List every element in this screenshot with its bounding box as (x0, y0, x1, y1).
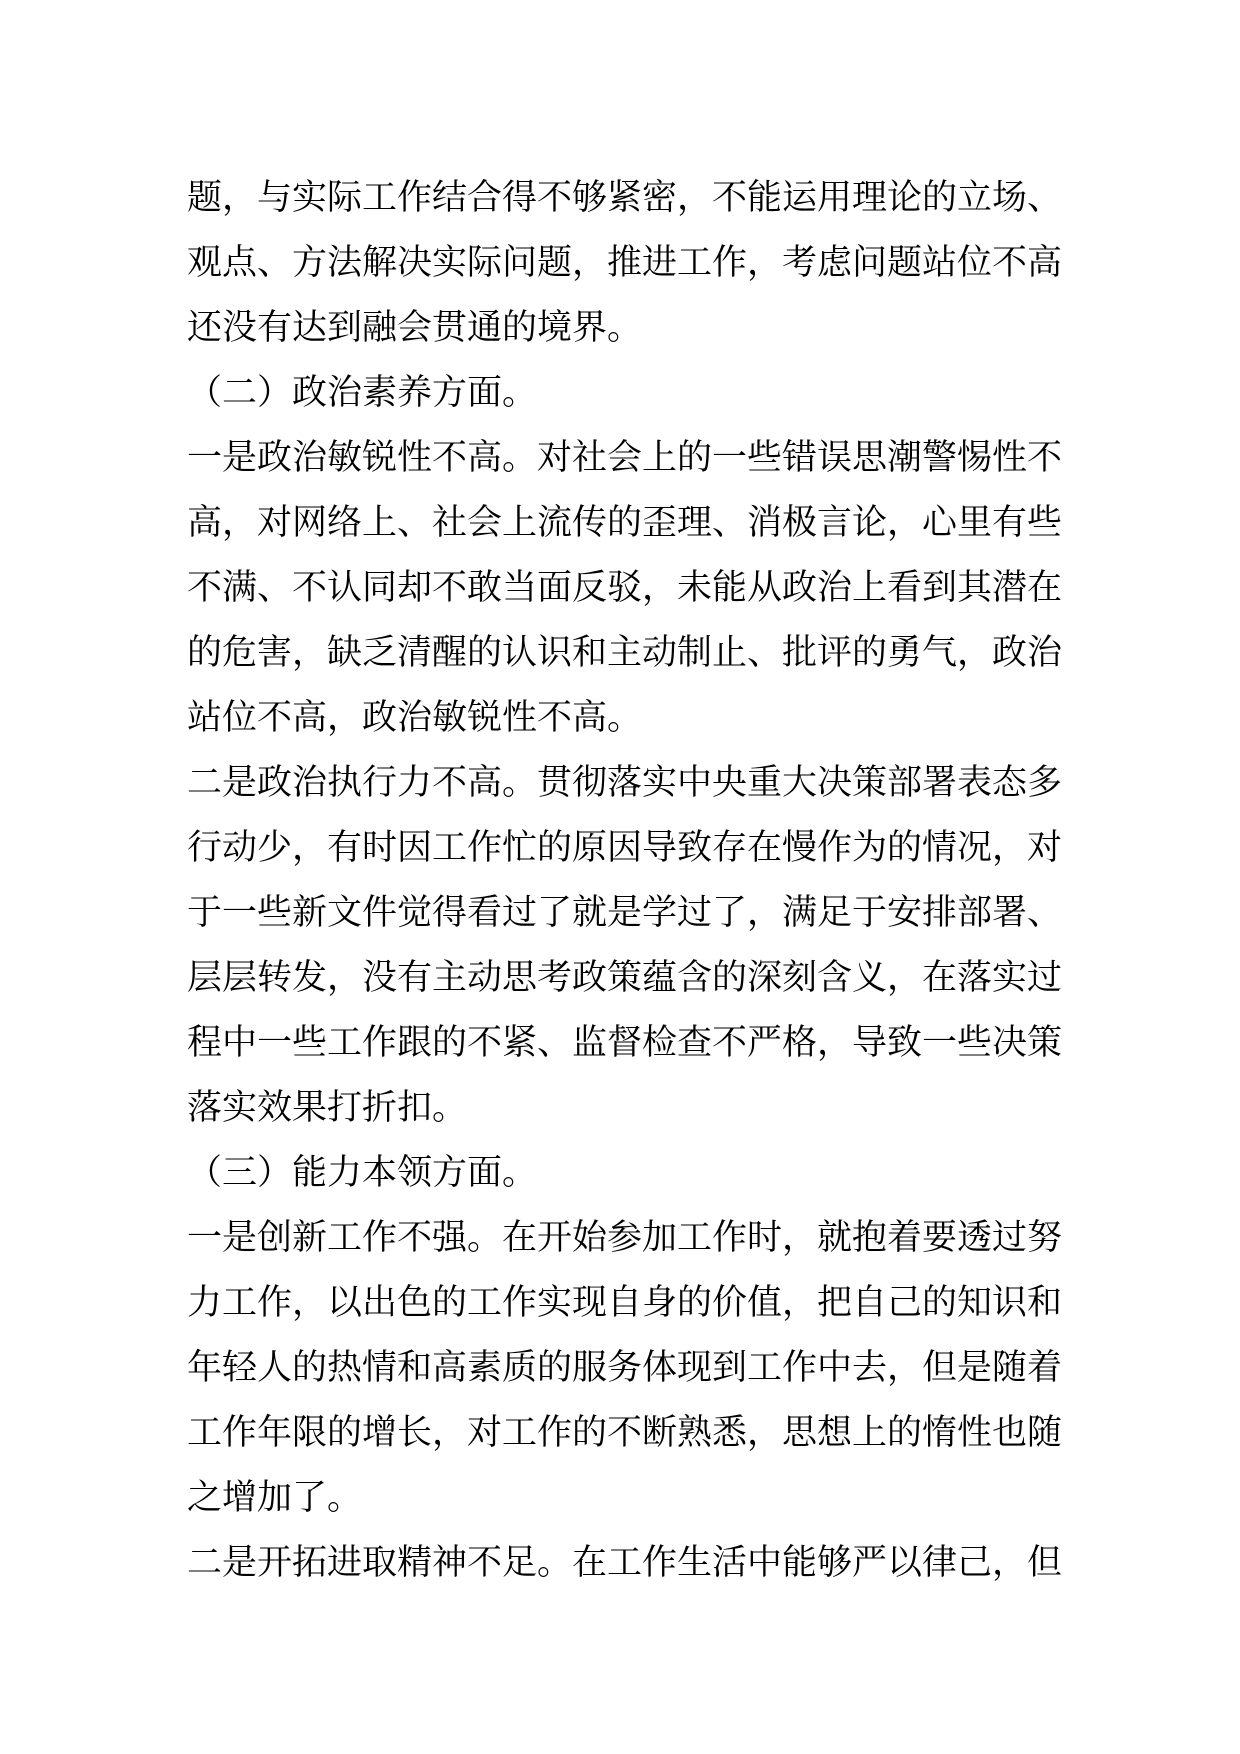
document-body (187, 166, 1063, 1596)
text-line: 还没有达到融会贯通的境界。 (187, 308, 643, 348)
text-line: 之增加了。 (187, 1478, 363, 1518)
heading-line: （三）能力本领方面。 (187, 1153, 538, 1193)
text-line: 的危害，缺乏清醒的认识和主动制止、批评的勇气，政治 (187, 633, 1063, 673)
text-line: 站位不高，政治敏锐性不高。 (187, 698, 643, 738)
paragraph-political-execution (187, 751, 1063, 1141)
text-line: 一是创新工作不强。在开始参加工作时，就抱着要透过努 (187, 1218, 1063, 1258)
section-heading-ability (187, 1141, 1057, 1206)
text-line: 一是政治敏锐性不高。对社会上的一些错误思潮警惕性不 (187, 438, 1063, 478)
text-line: 高，对网络上、社会上流传的歪理、消极言论，心里有些 (187, 503, 1063, 543)
paragraph-innovation (187, 1206, 1063, 1531)
text-line: 年轻人的热情和高素质的服务体现到工作中去，但是随着 (187, 1348, 1063, 1388)
text-line: 观点、方法解决实际问题，推进工作，考虑问题站位不高 (187, 243, 1063, 283)
paragraph-continuation (187, 166, 1063, 361)
text-line: 题，与实际工作结合得不够紧密，不能运用理论的立场、 (187, 178, 1063, 218)
text-line: 行动少，有时因工作忙的原因导致存在慢作为的情况，对 (187, 828, 1063, 868)
text-line: 程中一些工作跟的不紧、监督检查不严格，导致一些决策 (187, 1023, 1063, 1063)
paragraph-political-sensitivity (187, 426, 1063, 751)
text-line: 层层转发，没有主动思考政策蕴含的深刻含义，在落实过 (187, 958, 1063, 998)
text-line: 落实效果打折扣。 (187, 1088, 468, 1128)
section-heading-political-literacy (187, 361, 1057, 426)
text-line: 二是政治执行力不高。贯彻落实中央重大决策部署表态多 (187, 763, 1063, 803)
paragraph-pioneering-spirit (187, 1531, 1063, 1596)
text-line: 力工作，以出色的工作实现自身的价值，把自己的知识和 (187, 1283, 1063, 1323)
text-line: 于一些新文件觉得看过了就是学过了，满足于安排部署、 (187, 893, 1063, 933)
text-line: 工作年限的增长，对工作的不断熟悉，思想上的惰性也随 (187, 1413, 1063, 1453)
text-line: 不满、不认同却不敢当面反驳，未能从政治上看到其潜在 (187, 568, 1063, 608)
text-line: 二是开拓进取精神不足。在工作生活中能够严以律己，但 (187, 1543, 1063, 1583)
heading-line: （二）政治素养方面。 (187, 373, 538, 413)
